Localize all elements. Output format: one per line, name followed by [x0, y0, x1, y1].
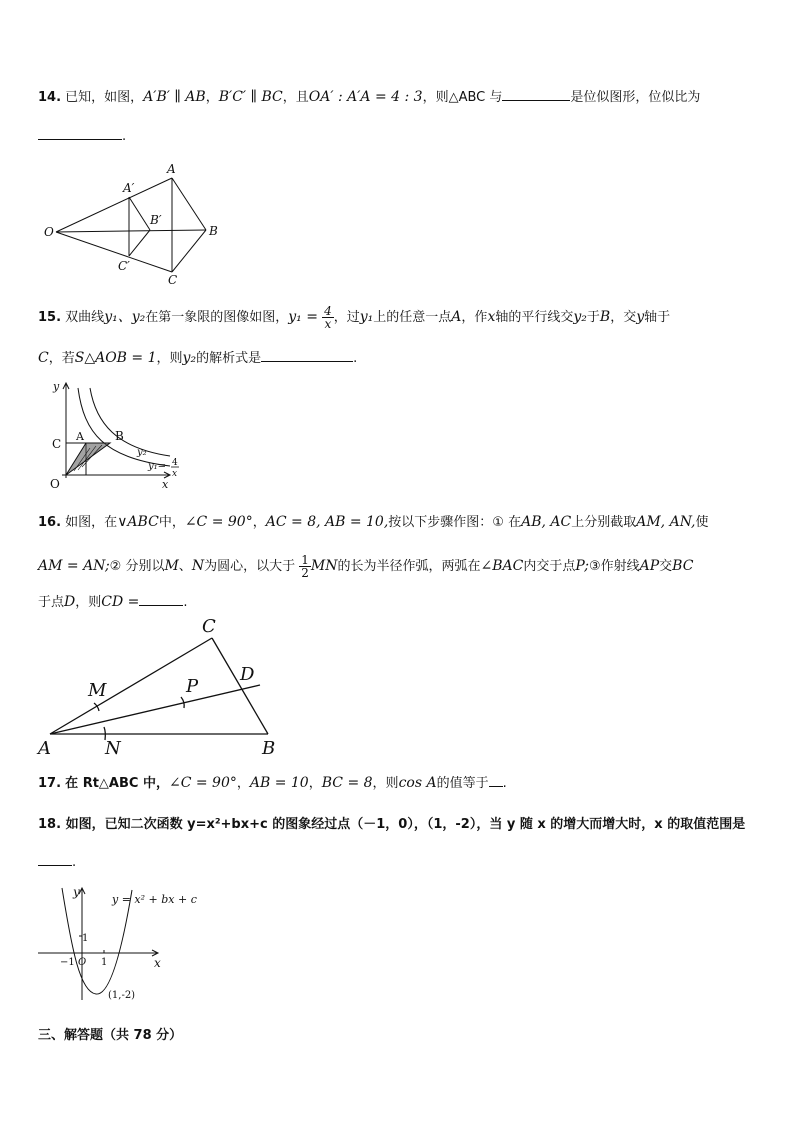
q14-sep1: ，	[205, 90, 219, 105]
q16-ptD: D	[64, 594, 76, 610]
q15-line1	[38, 305, 670, 330]
q15-fig-fnum: 4	[172, 458, 178, 468]
q15-x: x	[487, 309, 496, 325]
q15-fig-fden: x	[172, 469, 178, 479]
q14-line1	[38, 87, 700, 108]
q17-blank[interactable]	[489, 774, 503, 787]
q16-text1: 如图，在	[65, 515, 118, 530]
q17-text4: ，则	[372, 776, 399, 791]
q16-blank[interactable]	[139, 593, 183, 606]
q17-line1	[38, 773, 507, 794]
q15-text6: 于	[586, 310, 600, 325]
q18-line2	[38, 853, 76, 873]
q16-text2: 中，	[158, 515, 185, 530]
q17-text2: ，	[236, 776, 250, 791]
q16-fig-A: A	[38, 738, 51, 759]
q16-fraction	[299, 554, 311, 579]
q17-end: .	[502, 776, 507, 791]
q16-text9: 为圆心，以大于	[204, 559, 296, 574]
q15-text8: 轴于	[644, 310, 671, 325]
q15-text3: 上的任意一点	[373, 310, 452, 325]
q18-fig-x: x	[154, 956, 161, 970]
q14-line2	[38, 127, 126, 147]
q16-cut: AM, AN,	[636, 514, 696, 530]
q16-ptN: N	[191, 558, 205, 574]
q18-figure	[36, 880, 206, 1010]
q16-half-num: 1	[301, 553, 309, 567]
q15-ptA: A	[451, 309, 462, 325]
q14-mid: ，则△ABC 与	[422, 90, 503, 105]
q15-fig-y: y	[53, 380, 60, 393]
q14-tail: 是位似图形，位似比为	[570, 90, 701, 105]
q18-fig-O: O	[78, 957, 87, 968]
q14-fig-B1: B′	[150, 213, 162, 227]
q16-text11: 内交于点	[523, 559, 576, 574]
q14-blank2[interactable]	[38, 127, 122, 140]
q16-angle: ∠C = 90°	[184, 514, 253, 530]
q17-number: 17.	[38, 776, 62, 791]
q16-text5: 上分别截取	[571, 515, 637, 530]
q14-cond2: B′C′ ∥ BC	[218, 89, 283, 105]
q15-y2b: y₂	[182, 350, 197, 366]
q15-y2: y₂	[573, 309, 587, 325]
q15-ptC: C	[38, 350, 49, 366]
q16-fig-B: B	[262, 738, 276, 759]
q15-fig-y2: y₂	[137, 447, 147, 458]
section-heading: 三、解答题（共 78 分）	[38, 1028, 183, 1043]
q17-angle: ∠C = 90°	[168, 775, 237, 791]
q15-eq-left: y₁ =	[288, 309, 318, 325]
q16-mn: MN	[310, 558, 338, 574]
q15-fig-A: A	[76, 430, 84, 443]
q15-line2	[38, 348, 357, 369]
q14-fig-A1: A′	[123, 181, 135, 195]
q16-bac: ∠BAC	[480, 558, 524, 574]
q16-fig-P: P	[186, 676, 199, 697]
q18-blank[interactable]	[38, 853, 72, 866]
q16-text12: ③作射线	[588, 559, 640, 574]
q16-text10: 的长为半径作弧，两弧在	[337, 559, 481, 574]
q15-text5: 轴的平行线交	[495, 310, 574, 325]
q16-ptP: P;	[575, 558, 589, 574]
q17-cos: cos A	[398, 775, 437, 791]
q16-ap: AP	[639, 558, 660, 574]
q14-end: .	[122, 129, 127, 144]
q14-cond1: A′B′ ∥ AB	[143, 89, 206, 105]
q15-end: .	[353, 351, 358, 366]
q15-text9: ，若	[48, 351, 75, 366]
q15-frac-den: x	[324, 317, 332, 331]
q16-text13: 交	[659, 559, 673, 574]
q14-fig-C1: C′	[118, 259, 130, 273]
q18-fig-y: y	[73, 885, 80, 899]
q16-ptM: M	[164, 558, 179, 574]
q16-line2	[38, 554, 693, 579]
q15-area: S△AOB = 1	[74, 350, 157, 366]
q15-fig-B: B	[115, 429, 124, 443]
q18-number: 18.	[38, 817, 62, 832]
q15-text1: 在第一象限的图像如图，	[145, 310, 289, 325]
q15-y: y	[636, 309, 645, 325]
q16-text4: 按以下步骤作图：① 在	[388, 515, 522, 530]
q16-line3	[38, 592, 188, 613]
q16-fig-C: C	[202, 616, 216, 637]
q16-text14: 于点	[38, 595, 65, 610]
q14-fig-O: O	[44, 225, 54, 239]
q15-fraction	[322, 305, 334, 330]
q17-text3: ，	[308, 776, 322, 791]
q14-blank1[interactable]	[502, 88, 570, 101]
q17-text5: 的值等于	[436, 776, 489, 791]
q16-text7: ② 分别以	[109, 559, 165, 574]
q16-text15: ，则	[75, 595, 102, 610]
q14-fig-A: A	[167, 162, 176, 176]
q16-text8: 、	[178, 559, 192, 574]
q15-ptB: B	[599, 309, 611, 325]
q15-text4: ，作	[461, 310, 488, 325]
q16-end: .	[183, 595, 188, 610]
q16-cd: CD =	[101, 594, 140, 610]
q15-blank[interactable]	[261, 349, 353, 362]
q15-fig-y1: y₁=	[148, 461, 167, 472]
q15-y1: y₁	[359, 309, 374, 325]
q16-sides: AB, AC	[521, 514, 572, 530]
q18-fig-pt: (1,-2)	[108, 990, 136, 1001]
q17-ab: AB = 10	[249, 775, 309, 791]
q16-eq: AM = AN;	[38, 558, 110, 574]
q16-bc: BC	[672, 558, 694, 574]
q15-figure	[44, 378, 194, 490]
q15-text10: ，则	[156, 351, 183, 366]
q14-figure	[40, 160, 240, 285]
q18-fig-one-x: 1	[101, 957, 108, 968]
q16-half-den: 2	[301, 566, 309, 580]
q16-fig-N: N	[105, 738, 121, 759]
q16-text6: 使	[695, 515, 709, 530]
q18-end: .	[72, 855, 77, 870]
q14-number: 14.	[38, 90, 62, 105]
q18-text: 如图，已知二次函数 y=x²+bx+c 的图象经过点（－1，0），（1，-2），当 y 随 x 的增大而增大时，x 的取值范围是	[65, 817, 746, 832]
q16-fig-M: M	[88, 680, 107, 701]
q14-ratio: OA′ : A′A = 4 : 3	[308, 89, 423, 105]
q15-fig-x: x	[162, 478, 169, 491]
q15-text2: ，过	[333, 310, 360, 325]
q14-fig-B: B	[209, 224, 218, 238]
q16-text3: ，	[252, 515, 266, 530]
q18-line1	[38, 815, 745, 835]
q15-frac-num: 4	[324, 304, 332, 318]
q16-line1	[38, 512, 709, 533]
q16-lens: AC = 8, AB = 10,	[265, 514, 389, 530]
q18-fig-eq: y = x² + bx + c	[112, 893, 197, 906]
q17-text1: 在 Rt△ABC 中，	[65, 776, 169, 791]
q14-fig-C: C	[168, 273, 178, 287]
q15-text11: 的解析式是	[196, 351, 262, 366]
q16-number: 16.	[38, 515, 62, 530]
q15-curves: y₁、y₂	[104, 309, 146, 325]
q18-fig-one-y: 1	[82, 933, 89, 944]
q15-fig-O: O	[50, 477, 60, 491]
q18-fig-neg1: −1	[60, 957, 75, 968]
q15-number: 15.	[38, 310, 62, 325]
q15-lead: 双曲线	[65, 310, 105, 325]
q16-figure	[36, 614, 296, 759]
q14-sep2: ，且	[282, 90, 309, 105]
q15-fig-C: C	[52, 437, 62, 451]
q15-text7: ，交	[610, 310, 637, 325]
q16-fig-D: D	[240, 664, 255, 685]
q14-lead: 已知，如图，	[65, 90, 144, 105]
q17-bc: BC = 8	[321, 775, 373, 791]
q16-tri: ∨ABC	[117, 514, 159, 530]
